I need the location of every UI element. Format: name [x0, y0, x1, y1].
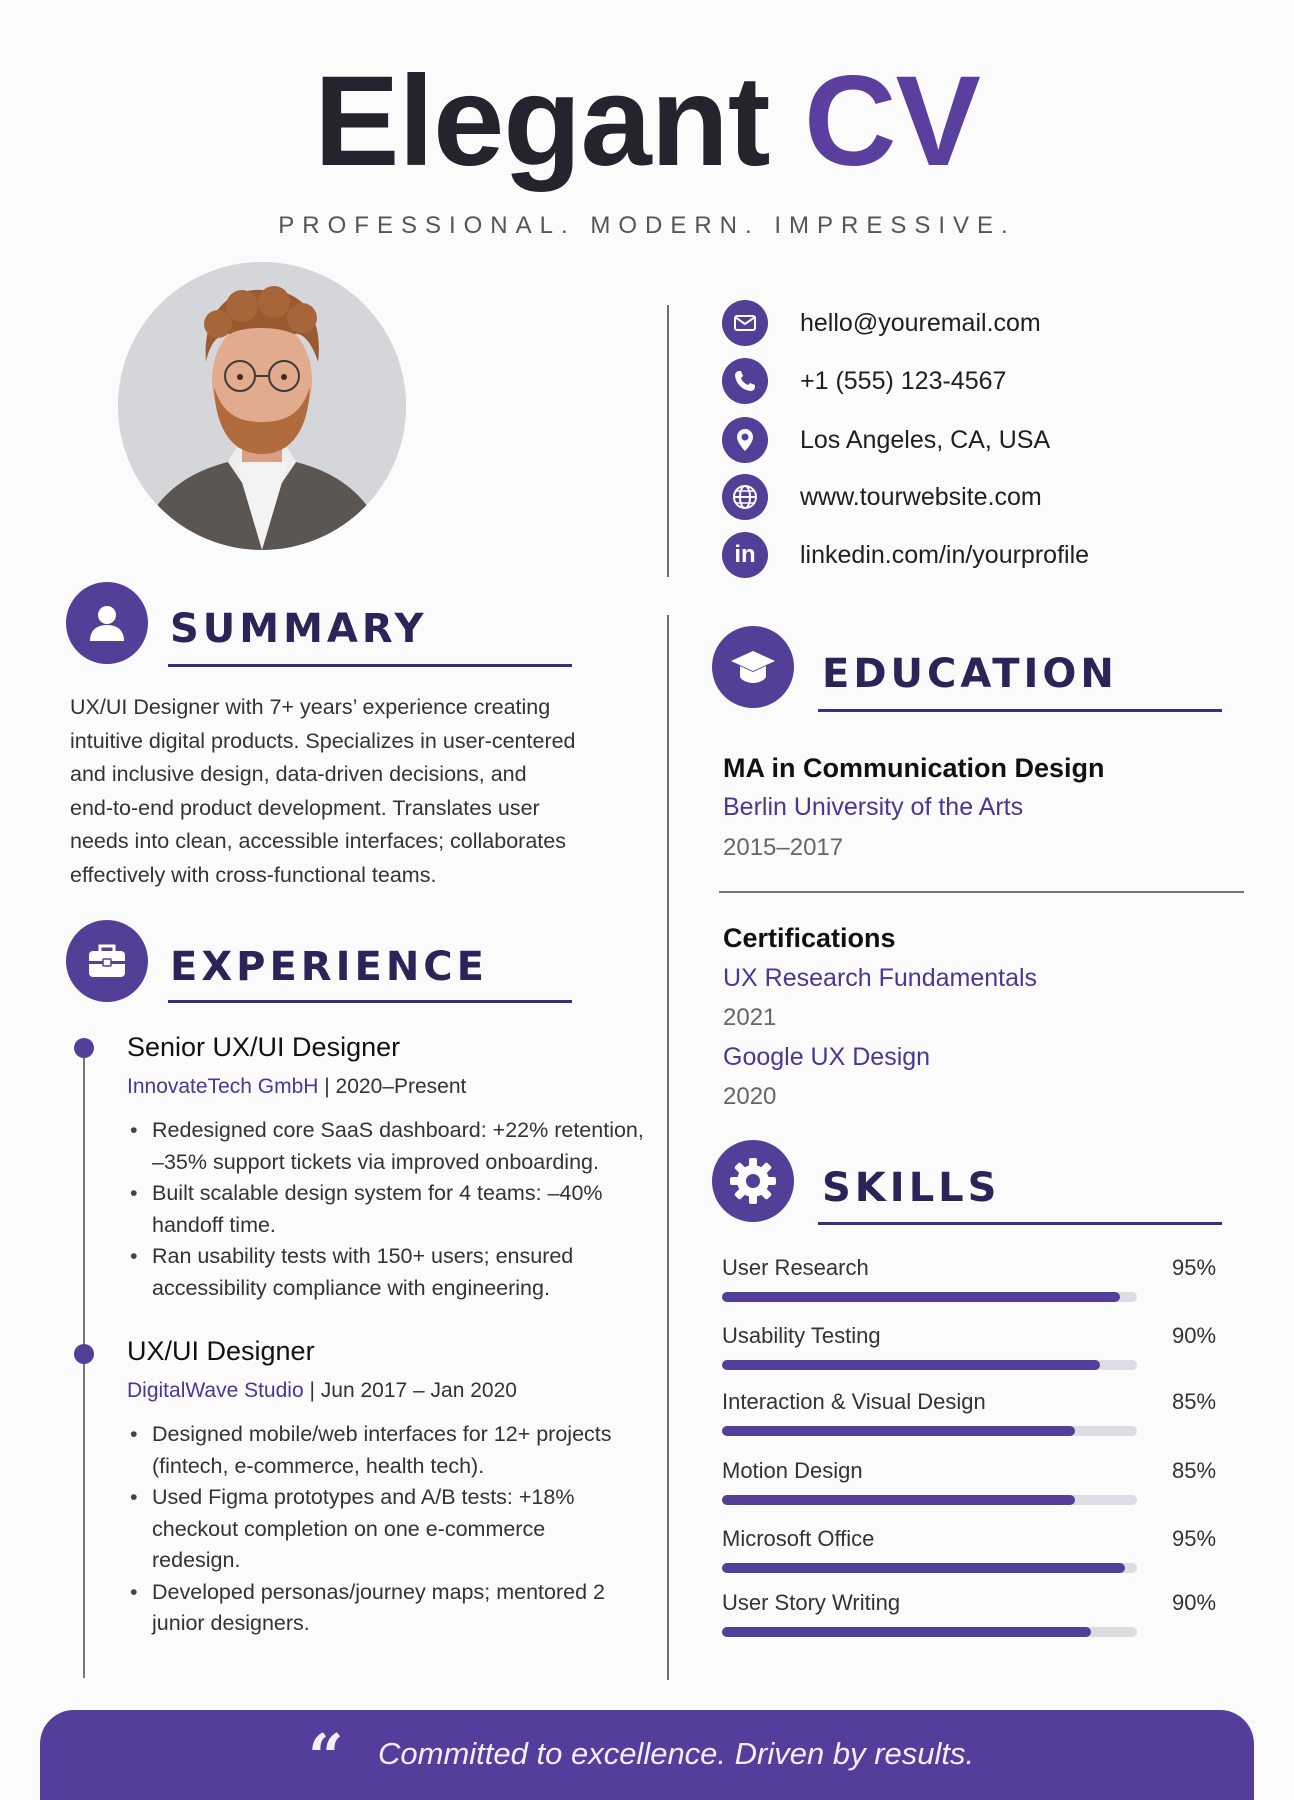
- summary-title: SUMMARY: [170, 606, 428, 652]
- summary-line: needs into clean, accessible interfaces; collaborates: [70, 829, 566, 853]
- skills-list: [722, 1255, 1222, 1655]
- gear-icon: [712, 1140, 794, 1222]
- skill-bar-track: [722, 1563, 1137, 1573]
- phone-icon: [722, 358, 768, 404]
- skill-bar-track: [722, 1292, 1137, 1302]
- experience-rule: [168, 1000, 572, 1003]
- profile-photo: [118, 262, 406, 550]
- email-icon: [722, 300, 768, 346]
- job-bullet: • Developed personas/journey maps; mentored 2 junior designers.: [128, 1577, 668, 1640]
- contact-linkedin[interactable]: linkedin.com/in/yourprofile: [800, 541, 1090, 569]
- graduation-cap-icon: [712, 626, 794, 708]
- skills-title: SKILLS: [822, 1165, 1001, 1211]
- job-title: UX/UI Designer: [127, 1336, 315, 1366]
- job-bullet: • Redesigned core SaaS dashboard: +22% retention, –35% support tickets via improved onboarding.: [128, 1115, 668, 1178]
- job-meta: [127, 1379, 517, 1403]
- skill-name: User Story Writing: [722, 1590, 901, 1615]
- summary-rule: [168, 664, 572, 667]
- timeline-dot: [74, 1344, 94, 1364]
- skill-name: Interaction & Visual Design: [722, 1389, 986, 1414]
- skill-name: User Research: [722, 1255, 869, 1280]
- job-bullets: [128, 1115, 668, 1304]
- summary-line: UX/UI Designer with 7+ years’ experience creating: [70, 695, 551, 719]
- certifications-title: Certifications: [723, 923, 896, 953]
- certification-name: UX Research Fundamentals: [723, 964, 1038, 992]
- skill-bar-fill: [722, 1495, 1075, 1505]
- skill-name: Usability Testing: [722, 1323, 881, 1348]
- contact-phone: +1 (555) 123-4567: [800, 367, 1007, 395]
- skill-percent: 95%: [1172, 1255, 1217, 1280]
- degree-title: MA in Communication Design: [723, 753, 1105, 783]
- skill-bar-track: [722, 1360, 1137, 1370]
- education-divider: [719, 891, 1244, 893]
- summary-text: [70, 691, 630, 892]
- skill-bar-fill: [722, 1292, 1120, 1302]
- education-title: EDUCATION: [822, 651, 1118, 697]
- summary-line: intuitive digital products. Specializes in user-centered: [70, 728, 576, 753]
- job-bullet: • Ran usability tests with 150+ users; ensured accessibility compliance with engineering.: [128, 1241, 668, 1304]
- certification-name: Google UX Design: [723, 1043, 931, 1071]
- footer-tagline: Committed to excellence. Driven by results.: [378, 1736, 975, 1771]
- briefcase-icon: [66, 920, 148, 1002]
- job-company: InnovateTech GmbH: [127, 1075, 319, 1098]
- tagline: PROFESSIONAL. MODERN. IMPRESSIVE.: [278, 212, 1016, 239]
- job-period: | Jun 2017 – Jan 2020: [303, 1379, 517, 1402]
- title-main: Elegant: [314, 50, 770, 193]
- skill-percent: 85%: [1172, 1389, 1217, 1414]
- skill-percent: 90%: [1172, 1590, 1217, 1615]
- certification-year: 2020: [723, 1083, 777, 1110]
- skill-bar-track: [722, 1495, 1137, 1505]
- degree-years: 2015–2017: [723, 834, 844, 861]
- job-title: Senior UX/UI Designer: [127, 1032, 401, 1062]
- experience-title: EXPERIENCE: [170, 944, 488, 990]
- contact-email[interactable]: hello@youremail.com: [800, 309, 1041, 337]
- title-accent: CV: [804, 50, 980, 193]
- summary-line: and inclusive design, data-driven decisions, and: [70, 762, 527, 786]
- skills-rule: [818, 1222, 1222, 1225]
- summary-line: end-to-end product development. Translates user: [70, 795, 540, 820]
- certification-year: 2021: [723, 1004, 777, 1031]
- education-rule: [818, 709, 1222, 712]
- contact-website[interactable]: www.tourwebsite.com: [800, 483, 1042, 511]
- skill-bar-track: [722, 1426, 1137, 1436]
- job-bullets: [128, 1419, 668, 1640]
- cv-title: [0, 52, 1294, 192]
- globe-icon: [722, 474, 768, 520]
- divider-top: [667, 305, 669, 577]
- job-bullet: • Used Figma prototypes and A/B tests: +18% checkout completion on one e-commerce redesign.: [128, 1482, 668, 1577]
- person-icon: [66, 582, 148, 664]
- skill-bar-track: [722, 1627, 1137, 1637]
- skill-bar-fill: [722, 1360, 1100, 1370]
- job-bullet: • Designed mobile/web interfaces for 12+ projects (fintech, e-commerce, health tech).: [128, 1419, 668, 1482]
- timeline-dot: [74, 1038, 94, 1058]
- school-name: Berlin University of the Arts: [723, 793, 1024, 821]
- skill-bar-fill: [722, 1627, 1091, 1637]
- skill-percent: 85%: [1172, 1458, 1217, 1483]
- skill-bar-fill: [722, 1426, 1075, 1436]
- job-meta: [127, 1075, 466, 1099]
- job-company: DigitalWave Studio: [127, 1379, 304, 1402]
- location-pin-icon: [722, 417, 768, 463]
- skill-name: Motion Design: [722, 1458, 863, 1483]
- skill-percent: 95%: [1172, 1526, 1217, 1551]
- skill-percent: 90%: [1172, 1323, 1217, 1348]
- summary-line: effectively with cross-functional teams.: [70, 862, 437, 887]
- skill-name: Microsoft Office: [722, 1526, 875, 1551]
- skill-bar-fill: [722, 1563, 1125, 1573]
- linkedin-icon: in: [722, 532, 768, 578]
- quote-icon: “: [308, 1720, 344, 1793]
- job-period: | 2020–Present: [318, 1075, 467, 1098]
- contact-location: Los Angeles, CA, USA: [800, 426, 1051, 454]
- job-bullet: • Built scalable design system for 4 teams: –40% handoff time.: [128, 1178, 668, 1241]
